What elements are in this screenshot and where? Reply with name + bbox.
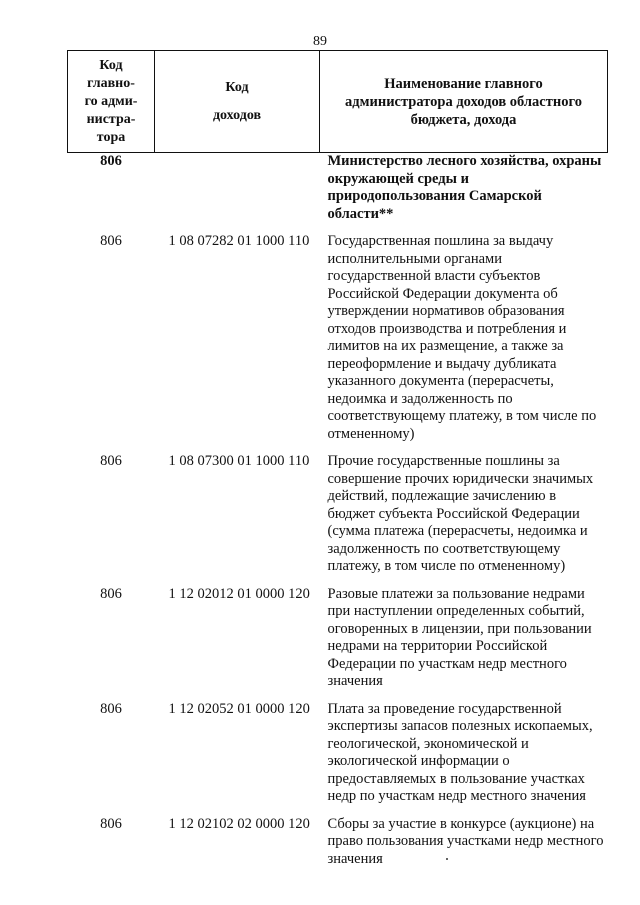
page-number: 89 xyxy=(313,34,327,49)
admin-code-cell: 806 xyxy=(100,153,122,169)
table-row xyxy=(68,233,608,443)
name-cell: Министерство лесного хозяйства, охраны окружающей среды и природопользования Самарской области** xyxy=(327,153,602,222)
header-admin-code-line: го адми- xyxy=(84,93,138,109)
header-income-code-line: доходов xyxy=(212,107,262,123)
header-name xyxy=(320,51,608,153)
header-admin-code-line: тора xyxy=(96,129,126,145)
table-header xyxy=(68,51,608,153)
table-row xyxy=(68,816,608,869)
header-admin-code-line: Код xyxy=(99,57,123,73)
admin-code-cell: 806 xyxy=(100,233,122,249)
name-cell: Сборы за участие в конкурсе (аукционе) на право пользования участками недр местного значения xyxy=(327,815,604,867)
table-row xyxy=(68,586,608,691)
income-code-cell: 1 12 02012 01 0000 120 xyxy=(168,585,310,602)
header-name-line: Наименование главного xyxy=(384,75,543,92)
admin-code-cell: 806 xyxy=(100,453,122,469)
header-admin-code-line: главно- xyxy=(87,75,135,91)
header-income-code xyxy=(155,51,320,153)
scan-speck xyxy=(446,858,448,860)
header-income-code-line: Код xyxy=(225,79,249,95)
name-cell: Разовые платежи за пользование недрами при наступлении определенных событий, оговоренных в лицензии, при пользовании недрами на территории Российской Федерации по участкам недр местного значения xyxy=(327,585,592,689)
table-row xyxy=(68,453,608,576)
admin-code-cell: 806 xyxy=(100,815,122,832)
name-cell: Государственная пошлина за выдачу исполнительными органами государственной власти субъектов Российской Федерации документа об утверждении нормативов образования отходов производства и потребления и лимитов на их размещение, а также за переоформление и выдачу дубликата указанного документа (перерасчеты, недоимка и задолженность по соответствующему платежу, в том числе по отмененному) xyxy=(327,233,597,442)
income-code-cell xyxy=(155,153,320,224)
name-cell: Прочие государственные пошлины за совершение прочих юридически значимых действий, подлежащие зачислению в бюджет субъекта Российской Федерации (сумма платежа (перерасчеты, недоимка и задолженность по соответствующему платежу, в том числе по отмененному) xyxy=(327,453,594,574)
income-code-cell: 1 12 02102 02 0000 120 xyxy=(168,815,310,832)
admin-code-cell: 806 xyxy=(100,700,122,717)
income-code-cell: 1 08 07282 01 1000 110 xyxy=(168,233,310,249)
table-row xyxy=(68,153,608,224)
table-body xyxy=(68,153,608,869)
name-cell: Плата за проведение государственной экспертизы запасов полезных ископаемых, геологической, экономической и экологической информации о предоставляемых в пользование участках недр по участкам недр местного значения xyxy=(327,700,593,804)
income-code-cell: 1 12 02052 01 0000 120 xyxy=(168,700,310,717)
revenue-table xyxy=(67,50,608,868)
admin-code-cell: 806 xyxy=(100,585,122,602)
table-row xyxy=(68,701,608,806)
header-admin-code-line: нистра- xyxy=(86,111,136,127)
income-code-cell: 1 08 07300 01 1000 110 xyxy=(168,453,310,469)
header-name-line: бюджета, дохода xyxy=(410,111,517,128)
header-admin-code xyxy=(68,51,155,153)
header-name-line: администратора доходов областного xyxy=(345,93,582,110)
